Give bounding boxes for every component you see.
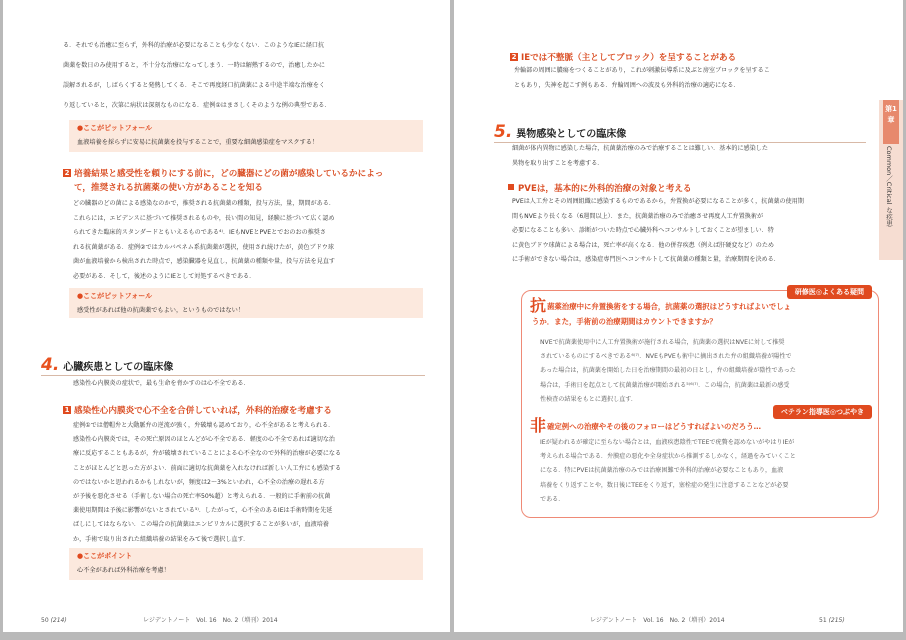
text-line: あった場合は，抗菌薬を開始した日を治療期間の最初の日とし，弁の組織培養が陰性であった — [540, 367, 796, 375]
pitfall-text: 血液培養を採らずに安易に抗菌薬を投与することで，重要な細菌感染症をマスクする！ — [77, 139, 319, 146]
qa-box — [521, 290, 879, 518]
text-line: 培養をくり返すことや，数日後にTEEをくり返す，塞栓症の発生に注意することなどが必要 — [540, 481, 789, 489]
point-text: 心不全があれば外科治療を考慮！ — [77, 567, 170, 574]
pitfall-box-1 — [69, 120, 423, 152]
section-heading-4: 4. 心臓疾患としての臨床像 — [41, 355, 174, 375]
subsection-heading: 1 感染性心内膜炎で心不全を合併していれば，外科的治療を考慮する — [64, 406, 332, 416]
section-heading-5: 5. 異物感染としての臨床像 — [494, 122, 627, 142]
text-line: 細菌が体内異物に感染した場合，抗菌薬治療のみで治療することは難しい．基本的に感染した — [512, 145, 768, 152]
murmur-heading: 非確定例への治療やその後のフォローはどうすればよいのだろう… — [530, 416, 761, 435]
text-line: これらには，エビデンスに基づいて推奨されるものや，長い間の知見，経験に基づいて広く認め — [73, 214, 335, 222]
text-line: どの臓器のどの菌による感染なのかで，推奨される抗菌薬の種類，投与方法，量，期間がある． — [73, 200, 335, 207]
question-heading: 抗菌薬治療中に弁置換術をする場合，抗菌薬の選択はどうすればよいでしょ — [530, 296, 791, 315]
text-line: ともあり，失神を起こす例もある．弁輪周囲への波及も外科的治療の適応になる． — [514, 81, 740, 89]
text-line: 必要がある．そして，後述のようにIEとして対処するべきである． — [73, 272, 256, 280]
text-line: 菌薬を数日のみ使用すると，不十分な治療になってしまう．一時は解熱するので，治癒したかに — [63, 62, 325, 69]
text-line: れる抗菌薬がある．症例②ではカルバペネム系抗菌薬が選択，使用され続けたが，黄色ブドウ球 — [73, 243, 334, 251]
journal-name: レジデントノート Vol. 16 No. 2（増刊）2014 — [590, 617, 725, 624]
footer-right — [819, 617, 845, 624]
right-page — [454, 0, 903, 632]
text-line: る．それでも治癒に至らず，外科的治療が必要になることも少なくない．このようなIEに経口抗 — [63, 42, 325, 49]
text-line: 症例①では僧帽弁と大動脈弁の逆流が強く，弁破壊も認めており，心不全があると考えられる． — [73, 422, 335, 429]
pitfall-text: 感受性があれば他の抗菌薬でもよい，というものではない！ — [77, 307, 245, 314]
text-line: 考えられる場合である．弁膜症の悪化や全身症状から推測するしかなく，経過をみていくこと — [540, 453, 796, 461]
text-line: 異物を取り出すことを考慮する． — [512, 159, 604, 167]
text-line: られてきた臨床的スタンダードともいえるものである⁴⁾．IEもNVEとPVEとでおのおの推奨さ — [73, 229, 326, 236]
text-line: に黄色ブドウ球菌による場合は，死亡率が高くなる．他の併存疾患（例えば肝硬変など）のため — [512, 241, 775, 249]
footer-left — [41, 617, 67, 624]
text-line: になる．特にPVEは抗菌薬治療のみでは治療困難で外科的治療が必要なこともあり，血液 — [540, 467, 784, 475]
section-intro: 感染性心内膜炎の症状で，最も生命を脅かすのは心不全である． — [73, 380, 250, 387]
text-line: 場合は，手術日を起点として抗菌薬治療が開始される⁵⁾⁶⁾⁷⁾．この場合，抗菌薬は最新の感受 — [540, 381, 790, 389]
text-line: されているものにするべきである⁶⁾⁷⁾．NVEもPVEも術中に摘出された弁の組織培養が陽性で — [540, 353, 792, 361]
text-line: 療に反応することもあるが，弁が破壊されていることによる心不全なので外科的治療が必要になる — [73, 450, 342, 458]
text-line: 誤解されるが，しばらくすると発熱してくる．そこで再度経口抗菌薬による中途半端な治療をく — [63, 82, 326, 89]
page-number-total: (214) — [50, 617, 67, 624]
text-line: のではないかと思われるかもしれないが，頻度は2〜3%といわれ，心不全の治療の遅れる方 — [73, 478, 325, 486]
pitfall-box-2 — [69, 288, 423, 318]
text-line: 感染性心内膜炎では，その死亡原因のほとんどが心不全である．軽度の心不全であれば適切な治 — [73, 436, 336, 444]
chapter-label: 第1章 — [883, 100, 899, 144]
text-line: が予後を悪化させる（手術しない場合の死亡率50%超）と考えられる．一般的に手術前の抗菌 — [73, 493, 331, 500]
question-heading-cont: うか．また，手術前の治療期間はカウントできますか？ — [532, 317, 717, 326]
pitfall-heading: ●ここがピットフォール — [77, 292, 153, 300]
chapter-tab — [879, 100, 903, 260]
veteran-tag: ベテラン指導医◎つぶやき — [773, 405, 872, 419]
chapter-title: Common／Critical な疾患 — [885, 146, 893, 227]
text-line: り返していると，次第に病状は深刻なものになる．症例①はまさしくそのような例の典型である． — [63, 102, 331, 109]
text-line: IEが疑われるが確定に至らない場合とは，血液疾患陰性でTEEで疣贅を認めないがやはりIEが — [540, 439, 795, 446]
journal-name: レジデントノート Vol. 16 No. 2（増刊）2014 — [143, 617, 278, 624]
page-number: 51 — [819, 617, 827, 624]
subsection-heading: 2 IEでは不整脈（主としてブロック）を呈することがある — [511, 53, 737, 63]
point-heading: ●ここがポイント — [77, 552, 133, 560]
text-line: NVEで抗菌薬使用中に人工弁置換術が施行される場合，抗菌薬の選択はNVEに対して推奨 — [540, 339, 785, 346]
text-line: に手術ができない場合は，感染症専門医へコンサルトして抗菌薬の種類と量，治療期間を決める． — [512, 256, 780, 263]
page-number-total: (215) — [828, 617, 845, 624]
page-number: 50 — [41, 617, 49, 624]
subsection-heading-cont: て，推奨される抗菌薬の使い方があることを知る — [74, 183, 263, 193]
text-line: 性検査の結果をもとに選択し直す． — [540, 395, 638, 403]
subsection-heading: PVEは，基本的に外科的治療の対象と考える — [508, 182, 692, 196]
section-rule — [41, 375, 425, 376]
pitfall-heading: ●ここがピットフォール — [77, 124, 153, 132]
point-box — [69, 548, 423, 580]
text-line: か，手術で取り出された組織培養の結果をみて後で選択し直す． — [73, 535, 250, 543]
text-line: ことがほとんどと思った方がよい．前面に適切な抗菌薬を入れなければ新しい人工弁にも感染する — [73, 464, 342, 472]
resident-question-tag: 研修医◎よくある疑問 — [787, 285, 872, 299]
text-line: ばしにしてはならない．この場合の抗菌薬はエンピリカルに選択することが多いが，血液培養 — [73, 521, 329, 529]
subsection-heading: 2 培養結果と感受性を頼りにする前に，どの臓器にどの菌が感染しているかによっ — [64, 169, 384, 179]
text-line: 菌が血液培養から検出された時点で，感染臓器を見直し，抗菌薬の種類や量，投与方法を見直す — [73, 258, 335, 265]
text-line: 薬使用期間は予後に影響がないとされている⁵⁾．したがって，心不全のあるIEは手術時期を先延 — [73, 507, 333, 515]
left-page — [3, 0, 450, 632]
text-line: PVEは人工弁とその周囲組織に感染するものであるから，弁置換が必要になることが多く，抗菌薬の使用期 — [512, 198, 804, 205]
text-line: 弁輪部の周囲に膿瘍をつくることがあり，これが刺激伝導系に及ぶと房室ブロックを呈するこ — [514, 67, 770, 74]
text-line: 必要になることも多い．診断がついた時点で心臓外科へコンサルトしておくことが望ましい．特 — [512, 227, 774, 234]
text-line: である． — [540, 495, 565, 503]
text-line: 間もNVEより長くなる（6週間以上）．また，抗菌薬治療のみで治癒させ再度人工弁置換術が — [512, 212, 764, 220]
